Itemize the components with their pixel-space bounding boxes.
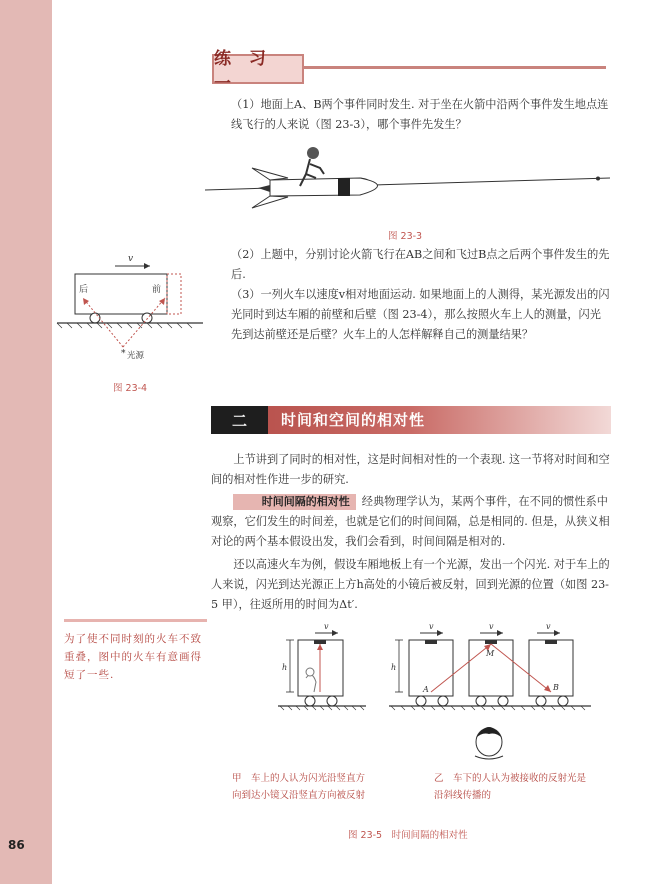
side-note: 为了使不同时刻的火车不致重叠，图中的火车有意画得短了一些. — [64, 633, 202, 681]
section-paragraph-1 — [211, 492, 611, 552]
fig-23-5b-v-label-1: v — [429, 622, 434, 631]
section-title: 时间和空间的相对性 — [281, 411, 426, 429]
section-number: 二 — [211, 406, 268, 434]
exercise-question-3: （3）一列火车以速度v相对地面运动. 如果地面上的人测得，某光源发出的闪光同时到达车厢的前壁和后壁（图 23-4），那么按照火车上人的测量，闪光先到达前壁还是后壁？火车上的人怎样解释自己的测量结果？ — [231, 288, 610, 341]
fig-23-5b-h-label: h — [391, 663, 397, 672]
fig-23-5b-v-label-2: v — [489, 622, 494, 631]
exercise-title-rule — [304, 66, 606, 69]
svg-text:*: * — [121, 349, 126, 359]
page-margin-band — [0, 0, 52, 884]
figure-23-4-train — [55, 252, 205, 372]
figure-23-5-a-caption: 甲 车上的人认为闪光沿竖直方向到达小镜又沿竖直方向被反射 — [232, 773, 366, 801]
fig-23-5b-M-label: M — [486, 649, 495, 658]
subsection-tag: 时间间隔的相对性 — [233, 494, 355, 510]
side-note-rule — [64, 619, 207, 622]
fig-23-4-v-label: v — [128, 254, 134, 264]
figure-23-3-rocket — [200, 140, 620, 220]
section-header — [211, 406, 611, 434]
section-intro: 上节讲到了同时的相对性，这是时间相对性的一个表现. 这一节将对时间和空间的相对性作进一步的研究. — [211, 453, 610, 486]
page-number: 86 — [8, 838, 25, 852]
fig-23-4-source-label: 光源 — [127, 351, 145, 361]
exercise-question-2: （2）上题中，分别讨论火箭飞行在AB之间和飞过B点之后两个事件发生的先后. — [231, 248, 610, 281]
figure-23-5-b-trains — [385, 620, 595, 760]
figure-23-5-a-train — [270, 620, 370, 720]
fig-23-4-rear-label: 后 — [79, 285, 89, 295]
fig-23-5b-v-label-3: v — [546, 622, 551, 631]
figure-23-5-b-caption: 乙 车下的人认为被接收的反射光是沿斜线传播的 — [434, 773, 587, 801]
section-paragraph-2: 还以高速火车为例，假设车厢地板上有一个光源，发出一个闪光. 对于车上的人来说，闪光到达光源正上方h高处的小镜后被反射，回到光源的位置（如图 23-5 甲），往返所用的时间为Δt′. — [211, 558, 610, 611]
fig-23-5a-v-label: v — [324, 622, 329, 631]
fig-23-5b-A-label: A — [423, 685, 429, 694]
section-paragraph-1-text: 经典物理学认为，某两个事件，在不同的惯性系中观察，它们发生的时间差，也就是它们的时间间隔，总是相同的. 但是，从狭义相对论的两个基本假设出发，我们会看到，时间间隔是相对的. — [211, 495, 610, 548]
fig-23-4-front-label: 前 — [152, 285, 162, 295]
exercise-title: 练 习 一 — [212, 54, 304, 84]
fig-23-5a-h-label: h — [282, 663, 288, 672]
exercise-question-1: （1）地面上A、B两个事件同时发生. 对于坐在火箭中沿两个事件发生地点连线飞行的人来说（图 23-3），哪个事件先发生？ — [231, 98, 609, 131]
figure-23-5-caption: 图 23-5 时间间隔的相对性 — [348, 830, 468, 841]
figure-23-3-caption: 图 23-3 — [388, 231, 423, 242]
fig-23-5b-B-label: B — [553, 683, 559, 692]
figure-23-4-caption: 图 23-4 — [113, 383, 148, 394]
